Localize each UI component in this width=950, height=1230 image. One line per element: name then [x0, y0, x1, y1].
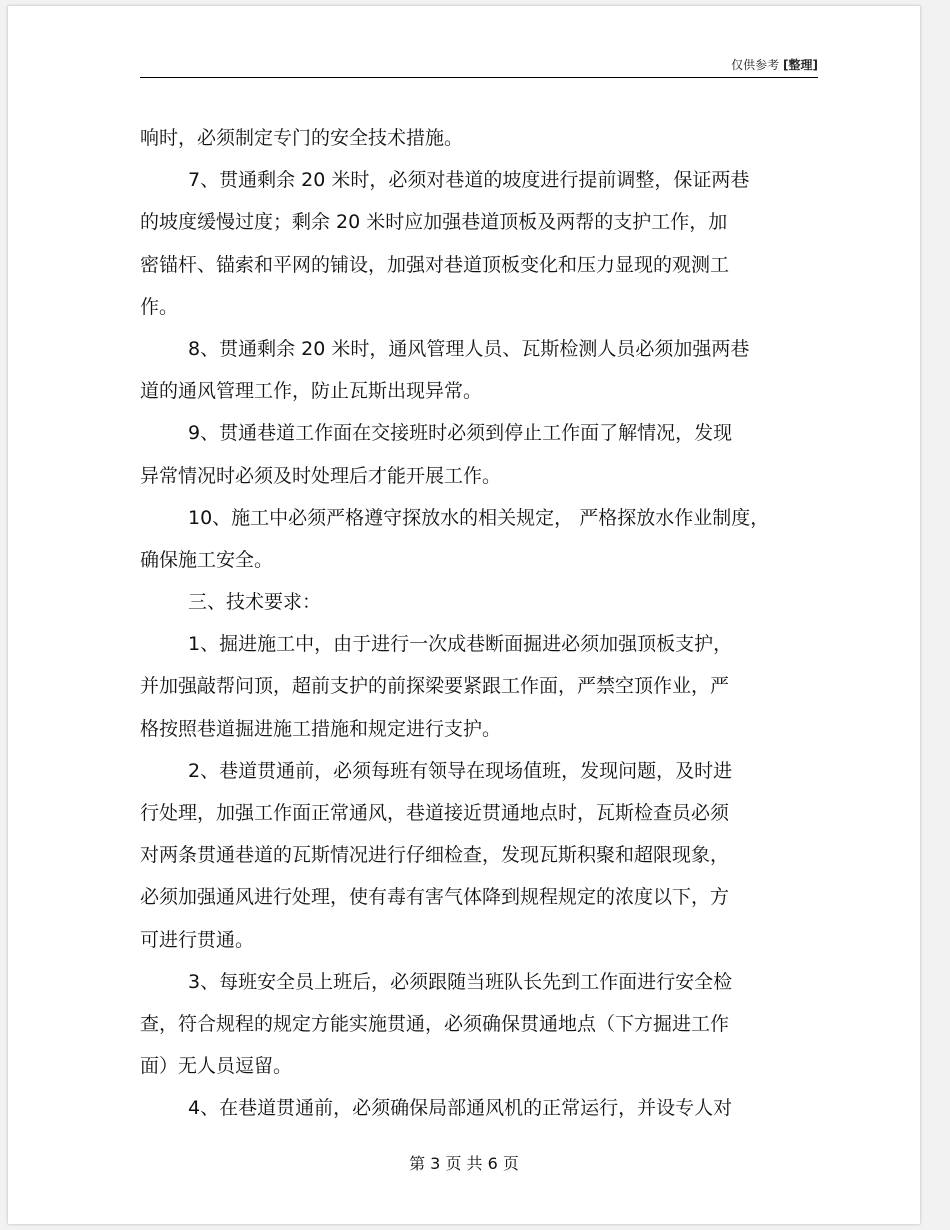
text-line: 并加强敲帮问顶，超前支护的前探梁要紧跟工作面，严禁空顶作业，严 — [140, 675, 730, 698]
text-line: 必须加强通风进行处理，使有毒有害气体降到规程规定的浓度以下，方 — [140, 886, 730, 909]
text-line: 2、巷道贯通前，必须每班有领导在现场值班，发现问题，及时进 — [188, 759, 733, 782]
text-line: 响时，必须制定专门的安全技术措施。 — [140, 127, 464, 149]
page-header — [140, 56, 818, 73]
text-line: 3、每班安全员上班后，必须跟随当班队长先到工作面进行安全检 — [188, 970, 733, 993]
document-page — [8, 6, 920, 1224]
text-line: 密锚杆、锚索和平网的铺设，加强对巷道顶板变化和压力显现的观测工 — [140, 253, 730, 276]
text-line: 7、贯通剩余 20 米时，必须对巷道的坡度进行提前调整，保证两巷 — [188, 169, 750, 192]
text-line: 作。 — [140, 295, 179, 318]
text-line: 查，符合规程的规定方能实施贯通，必须确保贯通地点（下方掘进工作 — [140, 1012, 730, 1035]
text-line: 道的通风管理工作，防止瓦斯出现异常。 — [140, 380, 483, 403]
header-tag: [整理] — [783, 58, 818, 72]
text-line: 的坡度缓慢过度；剩余 20 米时应加强巷道顶板及两帮的支护工作，加 — [140, 211, 728, 234]
text-line: 面）无人员逗留。 — [140, 1055, 293, 1078]
text-line: 4、在巷道贯通前，必须确保局部通风机的正常运行，并设专人对 — [188, 1097, 733, 1120]
text-line: 对两条贯通巷道的瓦斯情况进行仔细检查，发现瓦斯积聚和超限现象， — [140, 844, 730, 867]
text-line: 格按照巷道掘进施工措施和规定进行支护。 — [140, 717, 502, 740]
text-line: 异常情况时必须及时处理后才能开展工作。 — [140, 464, 502, 487]
header-text: 仅供参考 — [731, 58, 780, 72]
text-line: 10、施工中必须严格遵守探放水的相关规定， 严格探放水作业制度， — [188, 506, 770, 529]
header-rule — [140, 77, 818, 78]
text-line: 1、掘进施工中，由于进行一次成巷断面掘进必须加强顶板支护， — [188, 633, 733, 656]
text-line: 确保施工安全。 — [140, 548, 274, 571]
text-line: 可进行贯通。 — [140, 928, 255, 951]
page-footer: 第 3 页 共 6 页 — [409, 1154, 519, 1173]
text-line: 9、贯通巷道工作面在交接班时必须到停止工作面了解情况，发现 — [188, 422, 733, 445]
text-line: 行处理，加强工作面正常通风，巷道接近贯通地点时，瓦斯检查员必须 — [140, 802, 730, 824]
body-text — [140, 117, 800, 1130]
text-line: 8、贯通剩余 20 米时，通风管理人员、瓦斯检测人员必须加强两巷 — [188, 337, 750, 360]
text-line: 三、技术要求： — [188, 591, 322, 614]
